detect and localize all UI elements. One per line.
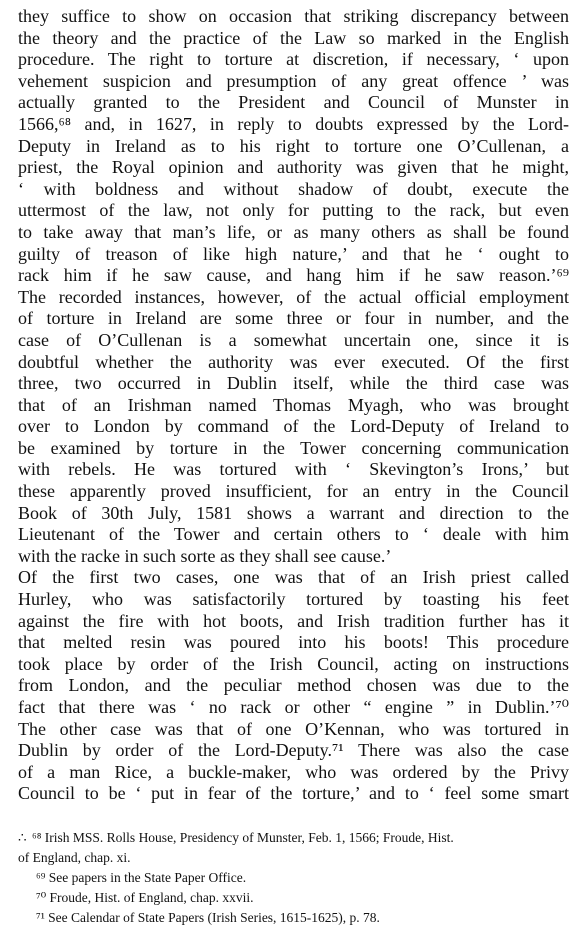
text-line: rack him if he saw cause, and hang him if he saw reason.’⁶⁹ <box>18 265 569 286</box>
footnote-text: ⁶⁸ Irish MSS. Rolls House, Presidency of Munster, Feb. 1, 1566; Froude, Hist. <box>32 830 454 845</box>
text-line: of torture in Ireland are some three or four in number, and the <box>18 308 569 329</box>
text-line: that of an Irishman named Thomas Myagh, who was brought <box>18 394 569 415</box>
text-line: Council to be ‘ put in fear of the torture,’ and to ‘ feel some smart <box>18 783 569 804</box>
text-line: ‘ with boldness and without shadow of doubt, execute the <box>18 178 569 199</box>
text-line: uttermost of the law, not only for putting to the rack, but even <box>18 200 569 221</box>
footnote-68-continued: of England, chap. xi. <box>18 850 131 865</box>
text-line: the theory and the practice of the Law so marked in the English <box>18 27 569 48</box>
text-line: from London, and the peculiar method chosen was due to the <box>18 675 569 696</box>
footnote-70: ⁷⁰ Froude, Hist. of England, chap. xxvii. <box>36 890 254 905</box>
text-line: these apparently proved insufficient, for an entry in the Council <box>18 481 569 502</box>
text-line: they suffice to show on occasion that striking discrepancy between <box>18 6 569 26</box>
footnote-71: ⁷¹ See Calendar of State Papers (Irish Series, 1615-1625), p. 78. <box>36 910 380 925</box>
text-line: Deputy in Ireland as to his right to torture one O’Cullenan, a <box>18 135 569 156</box>
text-line: Of the first two cases, one was that of an Irish priest called <box>18 567 569 588</box>
text-line: over to London by command of the Lord-Deputy of Ireland to <box>18 416 569 437</box>
text-line: Hurley, who was satisfactorily tortured by toasting his feet <box>18 589 569 610</box>
document-page <box>18 6 569 925</box>
footnote-69: ⁶⁹ See papers in the State Paper Office. <box>36 870 247 885</box>
text-line: actually granted to the President and Council of Munster in <box>18 92 569 113</box>
text-line: to take away that man’s life, or as many others as shall be found <box>18 221 569 242</box>
text-line: The recorded instances, however, of the actual official employment <box>18 286 569 307</box>
text-line: be examined by torture in the Tower concerning communication <box>18 437 569 458</box>
text-line: case of O’Cullenan is a somewhat uncertain one, since it is <box>18 329 569 350</box>
text-line: procedure. The right to torture at discretion, if necessary, ‘ upon <box>18 49 569 70</box>
text-line: Lieutenant of the Tower and certain others to ‘ deale with him <box>18 524 569 545</box>
body-text <box>18 6 569 805</box>
text-line: vehement suspicion and presumption of any great offence ’ was <box>18 70 569 91</box>
text-line: priest, the Royal opinion and authority was given that he might, <box>18 157 569 178</box>
text-line: that melted resin was poured into his boots! This procedure <box>18 632 569 653</box>
text-line: with rebels. He was tortured with ‘ Skevington’s Irons,’ but <box>18 459 569 480</box>
text-line: against the fire with hot boots, and Irish tradition further has it <box>18 610 569 631</box>
text-line: The other case was that of one O’Kennan, who was tortured in <box>18 718 569 739</box>
text-line: Dublin by order of the Lord-Deputy.⁷¹ There was also the case <box>18 740 569 761</box>
text-line: three, two occurred in Dublin itself, while the third case was <box>18 373 569 394</box>
text-line: fact that there was ‘ no rack or other “ engine ” in Dublin.’⁷⁰ <box>18 697 569 717</box>
text-line: doubtful whether the authority was ever executed. Of the first <box>18 351 569 372</box>
text-line: Book of 30th July, 1581 shows a warrant and direction to the <box>18 502 569 523</box>
text-line: with the racke in such sorte as they shall see cause.’ <box>18 545 392 566</box>
margin-mark: ∴ <box>18 830 27 845</box>
text-line: took place by order of the Irish Council, acting on instructions <box>18 653 569 674</box>
text-line: 1566,⁶⁸ and, in 1627, in reply to doubts expressed by the Lord- <box>18 113 569 134</box>
footnotes <box>18 828 569 928</box>
text-line: of a man Rice, a buckle-maker, who was ordered by the Privy <box>18 761 569 782</box>
footnote-68 <box>18 828 569 848</box>
text-line: guilty of treason of like high nature,’ and that he ‘ ought to <box>18 243 569 264</box>
